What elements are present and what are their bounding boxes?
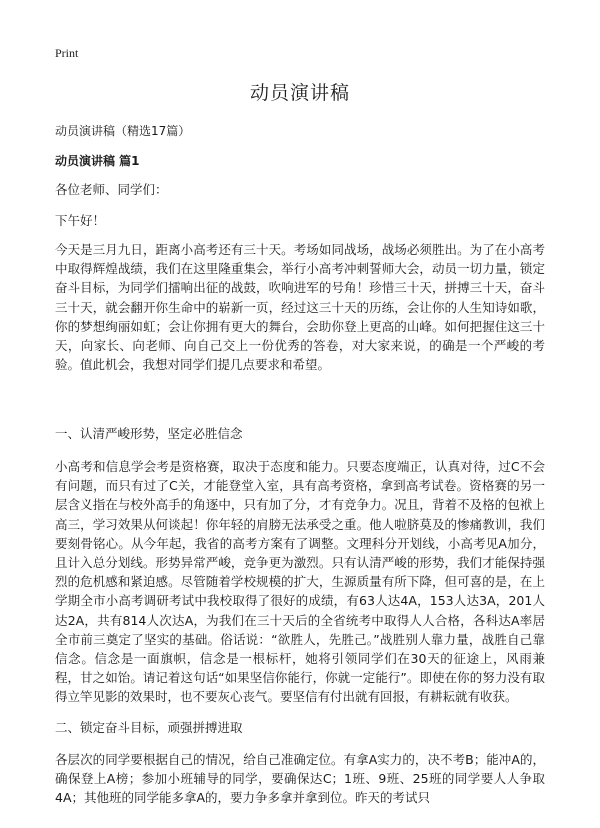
salutation: 各位老师、同学们：	[55, 182, 168, 197]
print-label: Print	[55, 46, 79, 60]
section-heading: 动员演讲稿 篇1	[55, 154, 140, 168]
subheading-2: 二、锁定奋斗目标，顽强拼搏进取	[55, 720, 243, 735]
paragraph-intro: 今天是三月九日，距离小高考还有三十天。考场如同战场，战场必须胜出。为了在小高考中取得辉煌战绩，我们在这里隆重集会，举行小高考冲刺誓师大会，动员一切力量，锁定奋斗目标，为同学们擂响出征的战鼓，吹响进军的号角！珍惜三十天，拼搏三十天，奋斗三十天，就会翻开你生命中的崭新一页，经过这三十天的历练，会让你的人生知诗如歌，你的梦想绚丽如虹；会让你拥有更大的舞台，会助你登上更高的山峰。如何把握住这三十天，向家长、向老师、向自己交上一份优秀的答卷，对大家来说，的确是一个严峻的考验。值此机会，我想对同学们提几点要求和希望。	[55, 242, 545, 373]
document-subtitle: 动员演讲稿（精选17篇）	[55, 124, 191, 138]
paragraph-goals: 各层次的同学要根据自己的情况，给自己准确定位。有拿A实力的，决不考B；能冲A的，确保登上A榜；参加小班辅导的同学，要确保达C；1班、9班、25班的同学要人人争取4A；其他班的同学能多拿A的，要力争多拿并拿到位。昨天的考试只	[55, 752, 545, 806]
subheading-1: 一、认清严峻形势，坚定必胜信念	[55, 426, 243, 441]
greeting: 下午好！	[55, 213, 106, 228]
paragraph-situation: 小高考和信息学会考是资格赛，取决于态度和能力。只要态度端正，认真对待，过C不会有问题，而只有过了C关，才能登堂入室，具有高考资格，拿到高考试卷。资格赛的另一层含义指在与校外高手的角逐中，只有加了分，才有竞争力。况且，背着不及格的包袱上高三，学习效果从何谈起！你年轻的肩膀无法承受之重。他人啦脐莫及的惨痛教训，我们要刻骨铭心。从今年起，我省的高考方案有了调整。文理科分开划线，小高考见A加分，且计入总分划线。形势异常严峻，竞争更为激烈。只有认清严峻的形势，我们才能保持强烈的危机感和紧迫感。尽管随着学校规模的扩大，生源质量有所下降，但可喜的是，在上学期全市小高考调研考试中我校取得了很好的成绩，有63人达4A，153人达3A，201人达2A，共有814人次达A，为我们在三十天后的全省统考中取得人人合格，各科达A率居全市前三奠定了坚实的基础。俗话说：“欲胜人，先胜己。”战胜别人靠力量，战胜自己靠信念。信念是一面旗帜，信念是一根标杆，她将引领同学们在30天的征途上，风雨兼程，甘之如饴。请记着这句话“如果坚信你能行，你就一定能行”。即使在你的努力没有取得立竿见影的效果时，也不要灰心丧气。要坚信有付出就有回报，有耕耘就有收获。	[55, 459, 545, 705]
document-title: 动员演讲稿	[249, 82, 350, 104]
